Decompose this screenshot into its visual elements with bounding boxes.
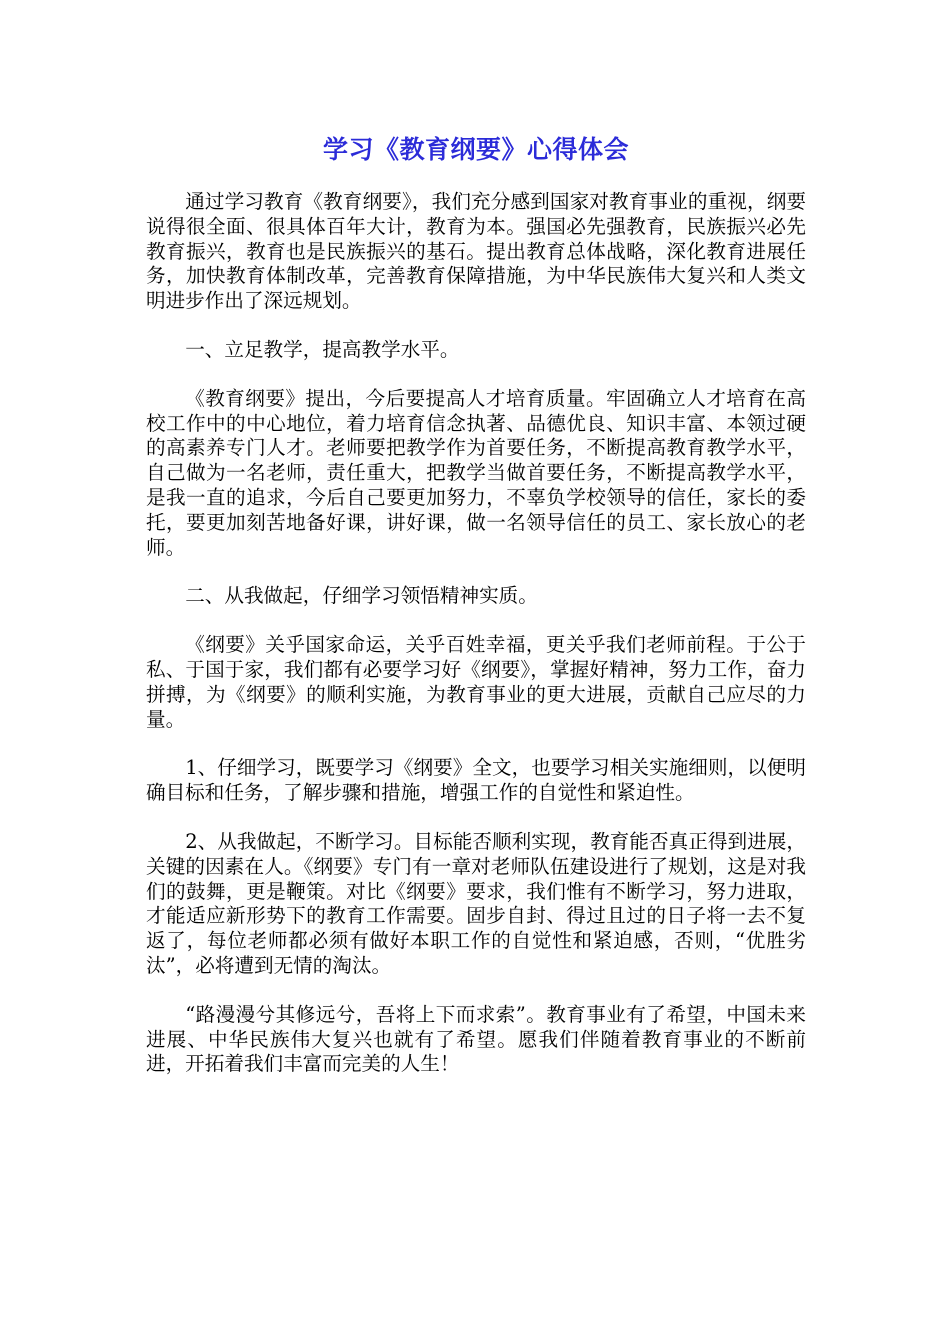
paragraph-intro: 通过学习教育《教育纲要》，我们充分感到国家对教育事业的重视，纲要说得很全面、很具体百年大计，教育为本。强国必先强教育，民族振兴必先教育振兴，教育也是民族振兴的基石。提出教育总体战略，深化教育进展任务，加快教育体制改革，完善教育保障措施，为中华民族伟大复兴和人类文明进步作出了深远规划。 xyxy=(146,190,806,313)
paragraph-outline: 《纲要》关乎国家命运，关乎百姓幸福，更关乎我们老师前程。于公于私、于国于家，我们都有必要学习好《纲要》，掌握好精神，努力工作，奋力拼搏，为《纲要》的顺利实施，为教育事业的更大进展，贡献自己应尽的力量。 xyxy=(146,633,806,731)
paragraph-point-1: 1、仔细学习，既要学习《纲要》全文，也要学习相关实施细则，以便明确目标和任务，了解步骤和措施，增强工作的自觉性和紧迫性。 xyxy=(146,756,806,805)
section-heading-1: 一、立足教学，提高教学水平。 xyxy=(185,337,460,361)
document-page xyxy=(146,130,806,1101)
paragraph-conclusion: “路漫漫兮其修远兮，吾将上下而求索”。教育事业有了希望，中国未来进展、中华民族伟大复兴也就有了希望。愿我们伴随着教育事业的不断前进，开拓着我们丰富而完美的人生！ xyxy=(146,1002,806,1076)
paragraph-teaching: 《教育纲要》提出，今后要提高人才培育质量。牢固确立人才培育在高校工作中的中心地位，着力培育信念执著、品德优良、知识丰富、本领过硬的高素养专门人才。老师要把教学作为首要任务，不断提高教育教学水平，自己做为一名老师，责任重大，把教学当做首要任务，不断提高教学水平，是我一直的追求，今后自己要更加努力，不辜负学校领导的信任，家长的委托，要更加刻苦地备好课，讲好课，做一名领导信任的员工、家长放心的老师。 xyxy=(146,386,806,559)
paragraph-point-2: 2、从我做起，不断学习。目标能否顺利实现，教育能否真正得到进展，关键的因素在人。《纲要》专门有一章对老师队伍建设进行了规划，这是对我们的鼓舞，更是鞭策。对比《纲要》要求，我们惟有不断学习，努力进取，才能适应新形势下的教育工作需要。固步自封、得过且过的日子将一去不复返了，每位老师都必须有做好本职工作的自觉性和紧迫感，否则，“优胜劣汰”，必将遭到无情的淘汰。 xyxy=(146,829,806,977)
section-heading-2: 二、从我做起，仔细学习领悟精神实质。 xyxy=(185,584,538,608)
document-title: 学习《教育纲要》心得体会 xyxy=(322,135,629,164)
